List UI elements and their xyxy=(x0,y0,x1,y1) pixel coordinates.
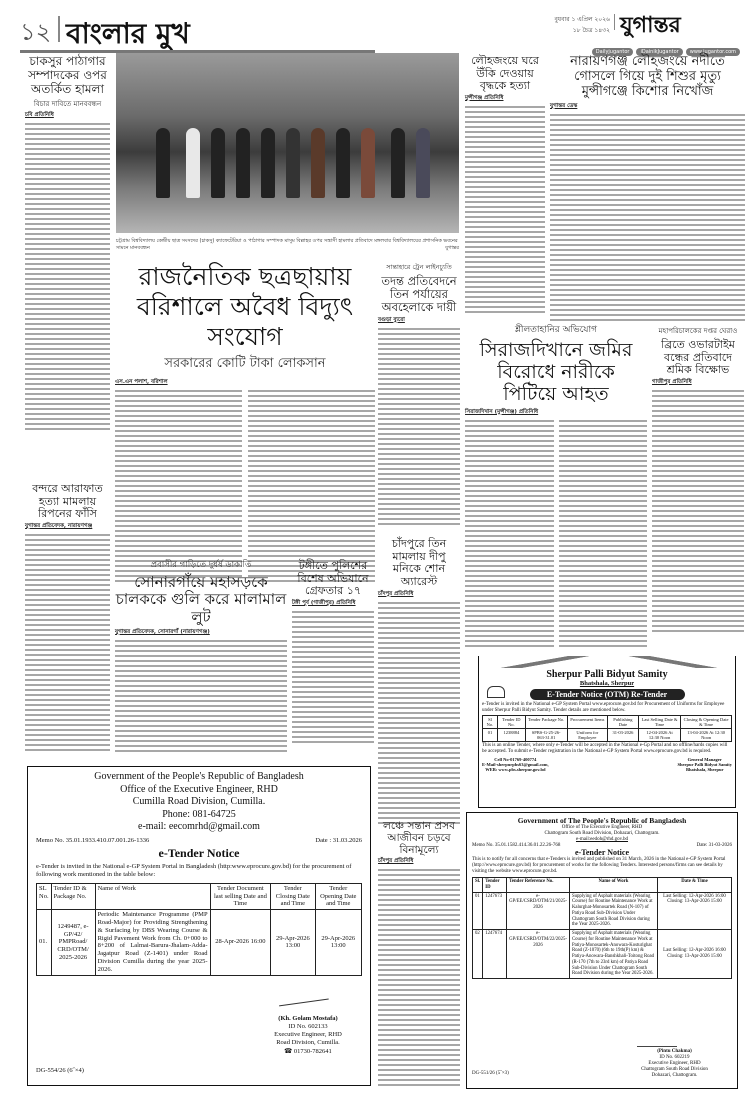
article-body-text xyxy=(550,114,745,324)
header-line: Office of the Executive Engineer, RHD xyxy=(120,783,278,795)
headline: লৌহজংয়ে ঘরে উঁকি দেওয়ায় বৃদ্ধকে হত্যা xyxy=(471,54,539,93)
kicker: মহাপরিচালকের দপ্তর ঘেরাও xyxy=(658,327,738,335)
article-sonargaon xyxy=(115,558,287,755)
signature-icon xyxy=(637,1041,677,1047)
byline: গাজীপুর প্রতিনিধি xyxy=(652,378,692,385)
signatory-block xyxy=(617,1049,732,1079)
cell: Periodic Maintenance Programme (PMP Road-Major) for Providing Strengthening & Surfacing by DBS Wearing Course & Rigid Pavement Work from Ch. 0+000 to 8+200 of Lalmai-Barura-Jhalam-Adda-Jagatpur Road (Z-1401) under Road Division Cumilla during the year 2025-2026. xyxy=(95,910,210,975)
signatory-line: ID No. 602219 xyxy=(659,1055,690,1060)
cell: 13-04-2026 At 12:30 Noon xyxy=(681,729,732,742)
article-barishal xyxy=(115,262,375,585)
col-header: Tender Reference No. xyxy=(507,878,570,893)
date-block xyxy=(530,14,610,36)
byline: যুগান্তর প্রতিবেদক, সোনারগাঁ (নারায়ণগঞ্জ) xyxy=(115,628,210,635)
col-header: Closing & Opening Date & Time xyxy=(681,716,732,729)
header-divider xyxy=(58,16,60,42)
table-row xyxy=(483,729,732,742)
article-body-text xyxy=(248,390,375,585)
article-body-text xyxy=(115,390,242,585)
col-header: Name of Work xyxy=(95,883,210,909)
signatory-line: General Manager xyxy=(687,757,722,762)
cell: e-GP/EE/CSRD/OTM/22/2025-2026 xyxy=(507,930,570,979)
col-header: Tender Package No. xyxy=(525,716,567,729)
byline: মুন্সীগঞ্জ প্রতিনিধি xyxy=(465,94,504,101)
col-header: Procurement Items xyxy=(567,716,607,729)
table-row xyxy=(473,930,732,979)
article-body-text xyxy=(465,106,545,316)
col-header: Sl No. xyxy=(483,716,498,729)
notice-footer: This is an online Tender, where only e-Tender will be accepted in the National e-Gp Portal and no offline/hards copies will be accepted. To submit e-Tender registration in the National e-GP System Portal www.eprocure.gov.bd is required. xyxy=(482,743,728,754)
signatory-line: Sherpur Palli Bidyut Samity xyxy=(677,762,732,767)
table-row xyxy=(473,892,732,930)
signatory-line: ID No. 602133 xyxy=(288,1023,328,1031)
col-header: Tender ID xyxy=(483,878,507,893)
table-header-row xyxy=(37,883,362,909)
byline: বগুড়া ব্যুরো xyxy=(378,316,405,323)
col-header: Tender Opening Date and Time xyxy=(315,883,361,909)
table-row xyxy=(37,910,362,975)
notice-subtitle: Bhatshala, Sherpur xyxy=(579,680,635,687)
twitter-link[interactable]: iDainikJugantor xyxy=(636,48,682,56)
contact-phone: Cell No-01769-400774 xyxy=(494,757,537,762)
signatory-line: Dohazari, Chattogram. xyxy=(651,1073,698,1078)
article-body-text xyxy=(25,123,110,433)
samity-logo-icon xyxy=(487,686,505,698)
chattogram-tender-notice xyxy=(466,812,738,1089)
cell: e-GP/EE/CSRD/OTM/21/2025-2026 xyxy=(507,892,570,930)
newspaper-logo: যুগান্তর xyxy=(620,13,681,38)
tender-table xyxy=(36,883,362,976)
facebook-link[interactable]: Dailyjugantor xyxy=(592,48,634,56)
col-header: Tender ID No. xyxy=(497,716,525,729)
signature-icon xyxy=(277,986,328,1007)
col-header: Last Selling Date & Time xyxy=(638,716,680,729)
cell: 31-03-2026 xyxy=(608,729,639,742)
cell: Supplying of Asphalt materials (Wearing Course) for Routine Maintenance Work at Kalurghat-Monosartek Road (N-107) of Patiya Road Sub-Division Under Chattogram South Road Division during the Year 2025-2026. xyxy=(569,892,657,930)
notice-intro: e-Tender is invited in the National e-GP System Portal in Bangladesh (http:www.eprocure.gov.bd) for the procurement of following work mentioned in the table below: xyxy=(36,862,352,878)
memo-number: Memo No. 35.01.1933.410.07.001.26-1336 xyxy=(36,836,150,844)
headline: টঙ্গীতে পুলিশের বিশেষ অভিযানে গ্রেফতার ১৭ xyxy=(297,559,369,598)
article-body-text xyxy=(378,869,460,1089)
cell: 1238884 xyxy=(497,729,525,742)
cell: Uniform for Employee xyxy=(567,729,607,742)
headline: তদন্ত প্রতিবেদনে তিন পর্যায়ের অবহেলাকে দায়ী xyxy=(381,274,457,315)
article-chandpur xyxy=(378,538,460,827)
cell: Supplying of Asphalt materials (Wearing Course) for Routine Maintenance Work at Patiya-Monosartek-Anowara-Kosturighat Road (Z-1070) (6th to 19th(P) km) & Patiya-Anowara-Banshkhali-Toitong Road (R-170 (7th to 23rd km) of Patiya Road Sub-Division Under Chattogram South Road Division during the Year 2025-2026. xyxy=(569,930,657,979)
signatory-line: Road Division, Cumilla. xyxy=(276,1039,340,1047)
signatory-block xyxy=(248,1015,368,1056)
signatory-name: (Kh. Golam Mostafa) xyxy=(278,1015,338,1022)
header-line: Cumilla Road Division, Cumilla. xyxy=(132,796,266,807)
table-header-row xyxy=(473,878,732,893)
roof-graphic xyxy=(479,656,735,668)
kicker: শ্লীলতাহানির অভিযোগ xyxy=(515,325,597,335)
signatory-name: (Pintu Chakma) xyxy=(657,1049,692,1054)
byline: চবি প্রতিনিধি xyxy=(25,112,54,119)
cell: 12-04-2026 At 12:30 Noon xyxy=(638,729,680,742)
headline: সোনারগাঁয়ে মহাসড়কে চালককে গুলি করে মালামাল লুট xyxy=(115,573,287,626)
notice-header xyxy=(36,771,362,834)
date-bengali: ১৮ চৈত্র ১৪৩২ xyxy=(572,27,610,34)
col-header: Tender Document last selling Date and Time xyxy=(210,883,271,909)
headline: সিরাজদিখানে জমির বিরোধে নারীকে পিটিয়ে আহত xyxy=(479,339,633,405)
header-email[interactable]: e-mail:eedoh@rhd.gov.bd xyxy=(575,837,629,842)
notice-intro: This is to notify for all concerns that e-Tenders is invited and published on 31 March, 2026 in the National e-GP System Portal (http://www.eprocure.gov.bd) for procurement of works for the following Tenders. Interested persons/firms can see details by visiting the website www.eprocure.gov.bd. xyxy=(472,857,726,874)
section-title: বাংলার মুখ xyxy=(66,17,190,50)
news-photo xyxy=(116,53,459,233)
contact-web[interactable]: WEB: www.pbs.sherpur.gov.bd xyxy=(485,767,546,772)
article-body-text xyxy=(25,534,110,754)
headline: নারায়ণগঞ্জ লৌহজংয়ে নদীতে গোসলে গিয়ে দুই শিশুর মৃত্যু মুন্সীগঞ্জে কিশোর নিখোঁজ xyxy=(570,54,725,99)
byline: চাঁদপুর প্রতিনিধি xyxy=(378,858,414,865)
contact-email[interactable]: E-Mail-sherpurpbs63@gmail.com, xyxy=(482,762,549,767)
sherpur-tender-notice xyxy=(478,656,736,808)
date-gregorian: বুধবার ১ এপ্রিল ২০২৬ xyxy=(554,16,610,23)
kicker: প্রবাসীর গাড়িতে দুর্ধর্ষ ডাকাতি xyxy=(150,560,252,570)
notice-title: e-Tender Notice xyxy=(575,848,629,857)
article-body-text xyxy=(115,640,287,755)
page-number: ১২ xyxy=(20,18,52,46)
signatory-phone: ☎ 01730-782641 xyxy=(284,1047,332,1055)
header-line: Government of The People's Republic of Bangladesh xyxy=(517,816,687,825)
cell: 1249487, e-GP/42/ PMPRoad/ CRD/OTM/ 2025-2026 xyxy=(51,910,95,975)
col-header: Tender Closing Date and Time xyxy=(271,883,315,909)
notice-title: Sherpur Palli Bidyut Samity xyxy=(543,669,670,680)
notice-header xyxy=(472,816,732,843)
notice-title: e-Tender Notice xyxy=(158,845,240,860)
cell: 29-Apr-2026 13:00 xyxy=(271,910,315,975)
headline: লঞ্চে সন্তান প্রসব আজীবন চড়বে বিনামূল্যে xyxy=(383,820,455,857)
photo-caption xyxy=(116,238,459,252)
col-header: SL No. xyxy=(37,883,52,909)
article-body-text xyxy=(465,420,554,650)
cell: Last Selling: 12-Apr-2026 16:00 Closing: 13-Apr-2026 15:00 xyxy=(657,930,731,979)
signatory-line: Executive Engineer, RHD xyxy=(648,1061,701,1066)
cell: SPBS-G-25-26-063-31.01 xyxy=(525,729,567,742)
subheadline: বিচার দাবিতে মানববন্ধন xyxy=(33,100,102,109)
headline: রাজনৈতিক ছত্রছায়ায় বরিশালে অবৈধ বিদ্যুৎ সংযোগ xyxy=(136,262,354,351)
cell: 29-Apr-2026 13:00 xyxy=(315,910,361,975)
header-line: Office of The Executive Engineer, RHD xyxy=(561,825,643,830)
header-line: Phone: 081-64725 xyxy=(162,808,236,820)
tender-table xyxy=(472,877,732,979)
cumilla-tender-notice xyxy=(27,766,371,1086)
col-header: Tender ID & Package No. xyxy=(51,883,95,909)
signatory-line: Chattogram South Road Division xyxy=(641,1067,708,1072)
header-line: Chattogram South Road Division, Dohazari, Chattogram. xyxy=(544,831,660,836)
cell: 28-Apr-2026 16:00 xyxy=(210,910,271,975)
memo-number: Memo No. 35.01.1582.414.36.01.22.26-768 xyxy=(472,843,561,848)
article-body-text xyxy=(292,611,374,746)
article-chaksu xyxy=(25,55,110,433)
headline: ব্রিতে ওভারটাইম বন্ধের প্রতিবাদে শ্রমিক বিক্ষোভ xyxy=(661,338,735,377)
header-line: e-mail: eecomrhd@gmail.com xyxy=(138,821,260,832)
ad-code: DG-551/26 (5˝×3) xyxy=(472,1071,509,1076)
article-body-text xyxy=(378,602,460,827)
photo-credit: যুগান্তর xyxy=(445,245,459,251)
col-header: Publishing Date xyxy=(608,716,639,729)
contact-block xyxy=(482,757,549,772)
article-body-text xyxy=(559,420,648,650)
col-header: Sl. xyxy=(473,878,483,893)
kicker: সান্তাহারে ট্রেন লাইনচ্যুতি xyxy=(386,263,452,271)
cell: 01. xyxy=(37,910,52,975)
col-header: Name of Work xyxy=(569,878,657,893)
article-launch xyxy=(378,820,460,1089)
cell: 1247674 xyxy=(483,930,507,979)
cell: 1247673 xyxy=(483,892,507,930)
article-body-text xyxy=(378,328,460,528)
header-line: Government of the People's Republic of Bangladesh xyxy=(94,771,304,782)
cell: Last Selling: 12-Apr-2026 16:00 Closing: 13-Apr-2026 15:00 xyxy=(657,892,731,930)
website-link[interactable]: www.jugantor.com xyxy=(686,48,740,56)
cell: 01 xyxy=(483,729,498,742)
byline: যুগান্তর ডেস্ক xyxy=(550,102,578,109)
article-louhajang xyxy=(465,55,545,316)
subheadline: সরকারের কোটি টাকা লোকসান xyxy=(164,356,326,371)
byline: যুগান্তর প্রতিবেদক, নারায়ণগঞ্জ xyxy=(25,522,93,529)
byline: চাঁদপুর প্রতিনিধি xyxy=(378,590,414,597)
article-narayanganj xyxy=(550,55,745,324)
headline: বন্দরে আরাফাত হত্যা মামলায় রিপনের ফাঁসি xyxy=(32,482,103,521)
notice-intro: e-Tender is invited in the National e-GP System Portal www.eprocure.gov.bd for Procurement of Uniforms for Employee under Sherpur Palli Bidyut Samity. Tender details are mentioned below. xyxy=(482,702,725,713)
page-header xyxy=(20,8,740,56)
headline: চাকসুর পাঠাগার সম্পাদকের ওপর অতর্কিত হামলা xyxy=(28,54,107,96)
cell: 01 xyxy=(473,892,483,930)
col-header: Date & Time xyxy=(657,878,731,893)
table-header-row xyxy=(483,716,732,729)
caption-text: চট্টগ্রাম বিশ্ববিদ্যালয় কেন্দ্রীয় ছাত্র সংসদের (চাকসু) ক্যাফেটেরিয়া ও পাঠাগার সম্পাদক মাসুম বিল্লাহর ওপর সন্ত্রাসী হামলার প্রতিবাদে মঙ্গলবার বিশ্ববিদ্যালয়ের প্রশাসনিক ভবনের সামনে মানববন্ধন xyxy=(116,238,458,251)
ad-code: DG-554/26 (6˝×4) xyxy=(36,1067,84,1074)
notice-date: Date: 31-03-2026 xyxy=(696,843,732,848)
article-bandar xyxy=(25,483,110,754)
byline: সিরাজদিখান (মুন্সীগঞ্জ) প্রতিনিধি xyxy=(465,408,539,415)
byline: টঙ্গী পূর্ব (গাজীপুর) প্রতিনিধি xyxy=(292,599,356,606)
byline: এস.এন পলাশ, বরিশাল xyxy=(115,379,168,385)
signatory-line: Bhatshala, Sherpur xyxy=(685,767,724,772)
article-sirajdikhan xyxy=(465,322,647,650)
cell: 02 xyxy=(473,930,483,979)
article-tongi xyxy=(292,560,374,746)
signatory-line: Executive Engineer, RHD xyxy=(274,1031,342,1039)
tender-table xyxy=(482,715,732,742)
signatory-block xyxy=(677,757,732,772)
article-santahar xyxy=(378,262,460,528)
notice-date: Date : 31.03.2026 xyxy=(315,836,362,844)
headline: চাঁদপুরে তিন মামলায় দীপু মনিকে শোন অ্যারেস্ট xyxy=(391,537,447,588)
notice-banner: E-Tender Notice (OTM) Re-Tender xyxy=(530,689,685,700)
header-divider-2 xyxy=(614,14,615,30)
article-brri xyxy=(652,325,744,635)
article-body-text xyxy=(652,390,744,635)
